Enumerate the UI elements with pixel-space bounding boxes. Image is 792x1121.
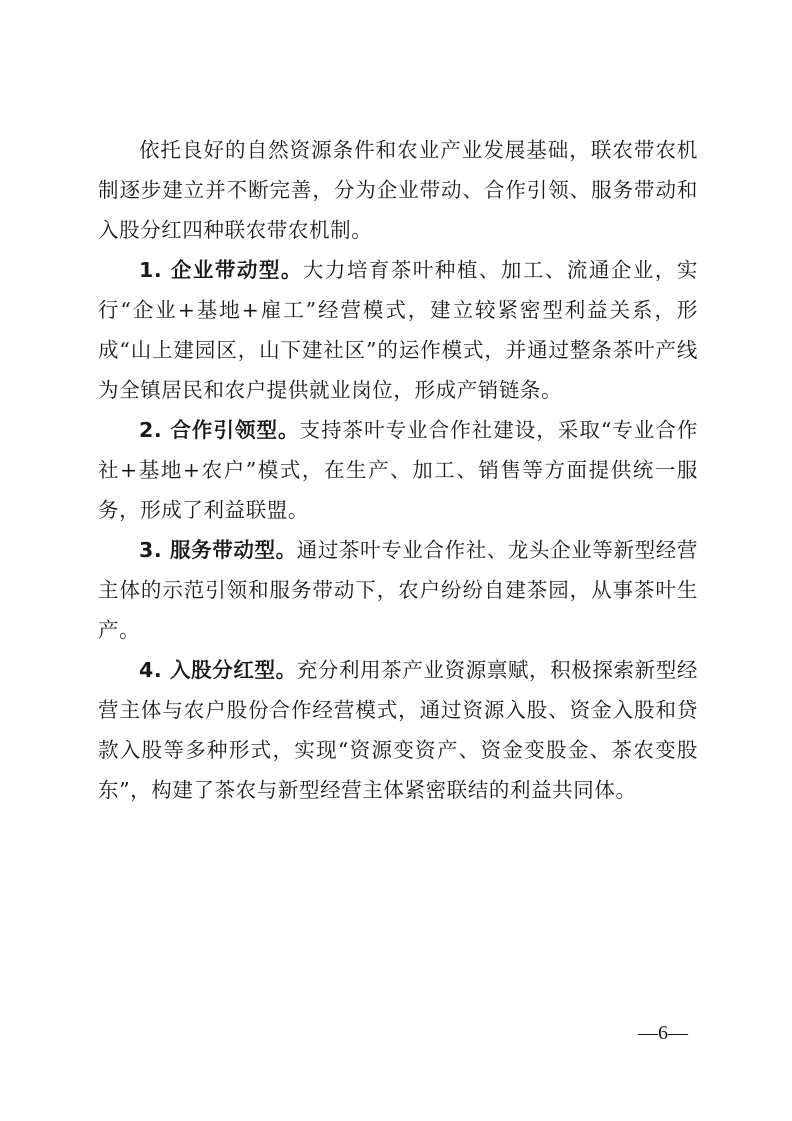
paragraph-heading: 3. 服务带动型。: [139, 538, 297, 562]
paragraph-equity-dividend: [98, 650, 698, 810]
paragraph-heading: 4. 入股分红型。: [139, 658, 297, 682]
body-text: [98, 130, 698, 810]
paragraph-heading: 1. 企业带动型。: [139, 258, 303, 282]
paragraph-cooperative-led: [98, 410, 698, 530]
paragraph-heading: 2. 合作引领型。: [139, 418, 300, 442]
paragraph-text: 通过茶叶专业合作社、龙头企业等新型经营主体的示范引领和服务带动下，农户纷纷自建茶园，从事茶叶生产。: [98, 538, 698, 642]
paragraph-text: 支持茶叶专业合作社建设，采取“专业合作社+基地+农户”模式，在生产、加工、销售等方面提供统一服务，形成了利益联盟。: [98, 418, 698, 522]
paragraph-text: 依托良好的自然资源条件和农业产业发展基础，联农带农机制逐步建立并不断完善，分为企业带动、合作引领、服务带动和入股分红四种联农带农机制。: [98, 138, 698, 242]
page-number: —6—: [638, 1022, 688, 1044]
paragraph-service-driven: [98, 530, 698, 650]
paragraph-intro: [98, 130, 698, 250]
paragraph-text: 大力培育茶叶种植、加工、流通企业，实行“企业+基地+雇工”经营模式，建立较紧密型利益关系，形成“山上建园区，山下建社区”的运作模式，并通过整条茶叶产线为全镇居民和农户提供就业岗位，形成产销链条。: [98, 258, 698, 402]
paragraph-enterprise-driven: [98, 250, 698, 410]
paragraph-text: 充分利用茶产业资源禀赋，积极探索新型经营主体与农户股份合作经营模式，通过资源入股、资金入股和贷款入股等多种形式，实现“资源变资产、资金变股金、茶农变股东”，构建了茶农与新型经营主体紧密联结的利益共同体。: [98, 658, 698, 802]
